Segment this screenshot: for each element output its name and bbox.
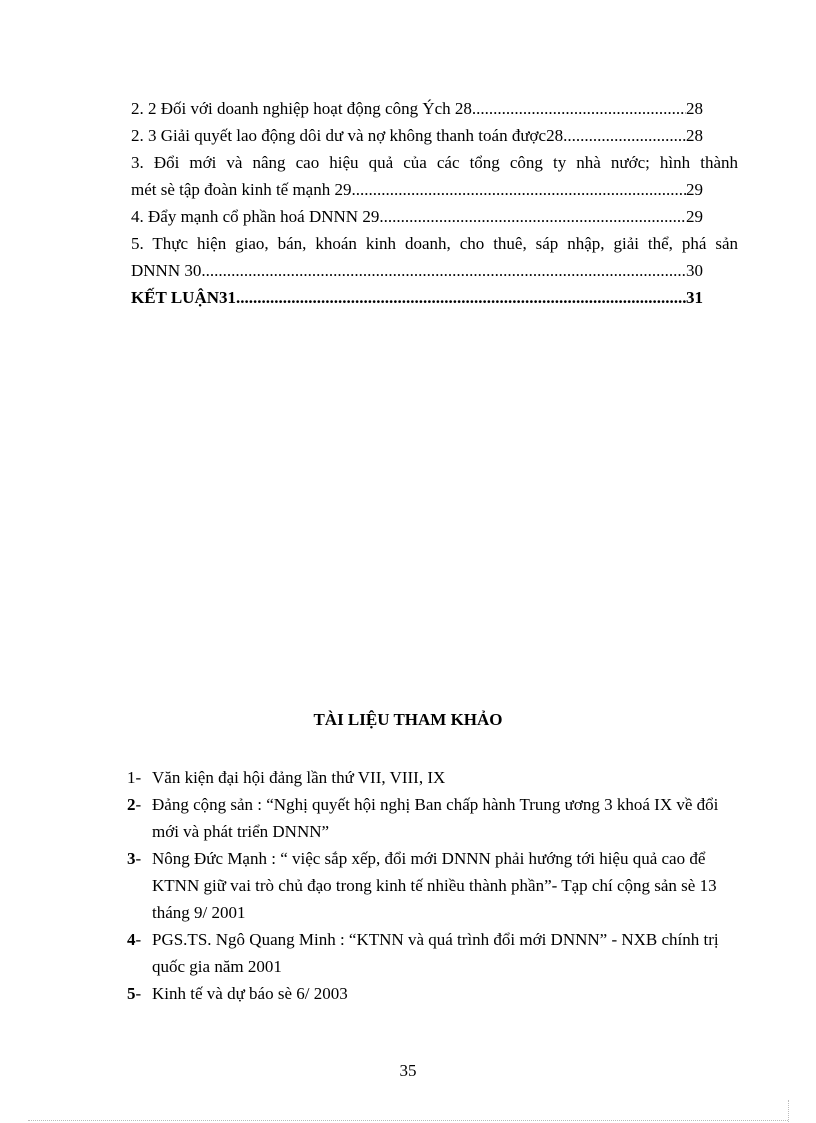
toc-entry-first-line — [131, 230, 738, 257]
reference-text: Văn kiện đại hội đảng lần thứ VII, VIII, IX — [152, 768, 446, 787]
toc-leader-dots — [201, 257, 686, 284]
page-border-bottom — [28, 1120, 788, 1121]
toc-entry-text: KẾT LUẬN31 — [131, 288, 237, 307]
page-number: 35 — [399, 1061, 417, 1080]
toc-entry — [131, 203, 703, 230]
toc-entry-text: 2. 2 Đối với doanh nghiệp hoạt động công Ých 28 — [131, 99, 472, 118]
toc-entry-page: 28 — [686, 126, 703, 145]
toc-entry-text: 4. Đẩy mạnh cổ phần hoá DNNN 29 — [131, 207, 380, 226]
reference-number: 5- — [127, 984, 142, 1003]
toc-entry-text: DNNN 30 — [131, 261, 202, 280]
reference-text: Đảng cộng sản : “Nghị quyết hội nghị Ban chấp hành Trung ương 3 khoá IX về đổi mới và phát triển DNNN” — [152, 795, 719, 841]
toc-entry-page: 29 — [686, 180, 703, 199]
toc-entry-page: 31 — [686, 288, 703, 307]
toc-leader-dots — [472, 95, 686, 122]
toc-entry-first-line — [131, 149, 738, 176]
toc-entry — [131, 257, 703, 284]
toc-entry-page: 29 — [686, 207, 703, 226]
reference-number: 2- — [127, 795, 142, 814]
toc-entry — [131, 122, 703, 149]
reference-number: 4- — [127, 930, 142, 949]
reference-item — [127, 764, 727, 791]
references-title: TÀI LIỆU THAM KHẢO — [313, 710, 503, 729]
toc-entry-text-line1: 3. Đổi mới và nâng cao hiệu quả của các tổng công ty nhà nước; hình thành — [131, 153, 738, 172]
references-list — [127, 764, 727, 1007]
toc-entry-text-line1: 5. Thực hiện giao, bán, khoán kinh doanh, cho thuê, sáp nhập, giải thể, phá sản — [131, 234, 738, 253]
reference-text: PGS.TS. Ngô Quang Minh : “KTNN và quá trình đổi mới DNNN” - NXB chính trị quốc gia năm 2001 — [152, 930, 719, 976]
toc-entry-conclusion — [131, 284, 703, 311]
toc-leader-dots — [379, 203, 686, 230]
reference-number: 1- — [127, 768, 142, 787]
toc-leader-dots — [563, 122, 686, 149]
reference-item — [127, 926, 727, 980]
reference-item — [127, 845, 727, 926]
toc-entry-text: 2. 3 Giải quyết lao động dôi dư và nợ không thanh toán được28 — [131, 126, 564, 145]
reference-item — [127, 980, 727, 1007]
reference-text: Kinh tế và dự báo sè 6/ 2003 — [152, 984, 348, 1003]
reference-item — [127, 791, 727, 845]
reference-number: 3- — [127, 849, 142, 868]
toc-entry-page: 30 — [686, 261, 703, 280]
toc-leader-dots — [236, 284, 686, 311]
table-of-contents — [131, 95, 738, 311]
toc-entry — [131, 95, 703, 122]
page-border-right — [788, 1100, 789, 1122]
toc-entry — [131, 176, 703, 203]
toc-entry-page: 28 — [686, 99, 703, 118]
toc-leader-dots — [351, 176, 686, 203]
reference-text: Nông Đức Mạnh : “ việc sắp xếp, đổi mới DNNN phải hướng tới hiệu quả cao để KTNN giữ vai trò chủ đạo trong kinh tế nhiều thành phần”- Tạp chí cộng sản sè 13 tháng 9/ 2001 — [152, 849, 717, 922]
toc-entry-text: mét sè tập đoàn kinh tế mạnh 29 — [131, 180, 352, 199]
